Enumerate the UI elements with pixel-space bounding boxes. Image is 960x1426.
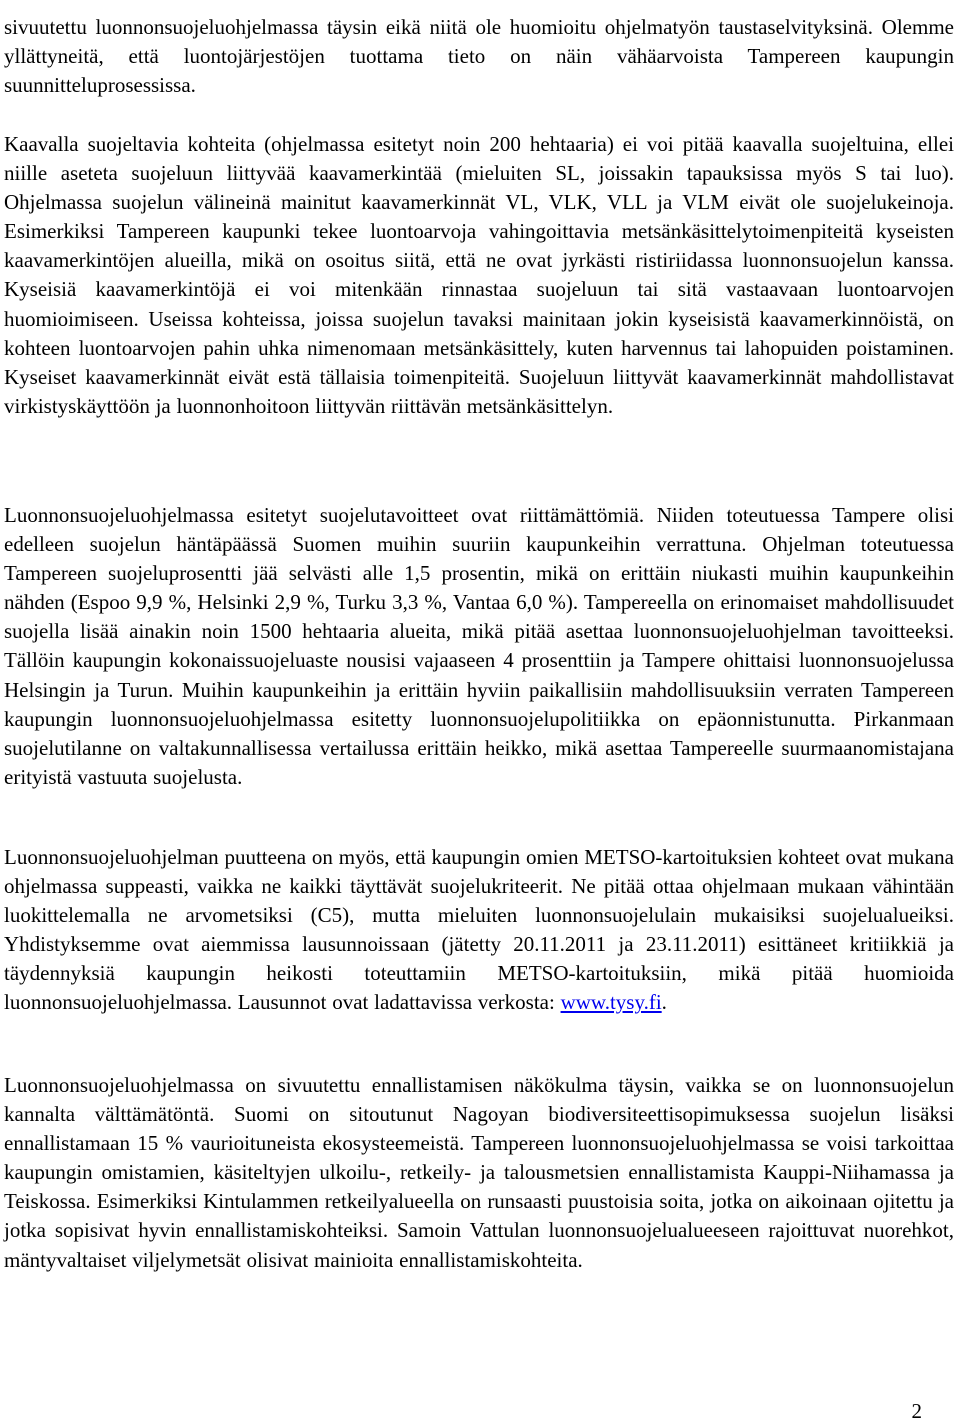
paragraph-protection-targets: Luonnonsuojeluohjelmassa esitetyt suojelutavoitteet ovat riittämättömiä. Niiden toteutuessa Tampere olisi edelleen suojelun häntäpäässä Suomen muihin suuriin kaupunkeihin verrattuna. Ohjelman toteutuessa Tampereen suojeluprosentti jää selvästi alle 1,5 prosentin, mikä on erittäin niukasti muihin kaupunkeihin nähden (Espoo 9,9 %, Helsinki 2,9 %, Turku 3,3 %, Vantaa 6,0 %). Tampereella on erinomaiset mahdollisuudet suojella lisää ainakin noin 1500 hehtaaria alueita, mikä pitää asettaa luonnonsuojeluohjelman tavoitteeksi. Tällöin kaupungin kokonaissuojeluaste nousisi vajaaseen 4 prosenttiin ja Tampere ohittaisi luonnonsuojelussa Helsingin ja Turun. Muihin kaupunkeihin ja erittäin hyviin paikallisiin mahdollisuuksiin verraten Tampereen kaupungin luonnonsuojeluohjelmassa esitetty luonnonsuojelupolitiikka on epäonnistunutta. Pirkanmaan suojelutilanne on valtakunnallisessa vertailussa erittäin heikko, mikä asettaa Tampereelle suurmaanomistajana erityistä vastuuta suojelusta. [4,503,954,789]
paragraph-metso-text: Luonnonsuojeluohjelman puutteena on myös, että kaupungin omien METSO-kartoituksien kohteet ovat mukana ohjelmassa suppeasti, vaikka ne kaikki täyttävät suojelukriteerit. Ne pitää ottaa ohjelmaan mukaan vähintään luokittelemalla ne arvometsiksi (C5), mutta mieluiten luonnonsuojelulain mukaisiksi suojelualueiksi. Yhdistyksemme ovat aiemmissa lausunnoissaan (jätetty 20.11.2011 ja 23.11.2011) esittäneet kritiikkiä ja täydennyksiä kaupungin heikosti toteuttamiin METSO-kartoituksiin, mikä pitää huomioida luonnonsuojeluohjelmassa. Lausunnot ovat ladattavissa verkosta: [4,845,954,1015]
tysy-website-link[interactable]: www.tysy.fi [560,990,662,1015]
paragraph-intro-continuation: sivuutettu luonnonsuojeluohjelmassa täysin eikä niitä ole huomioitu ohjelmatyön taustaselvityksinä. Olemme yllättyneitä, että luontojärjestöjen tuottama tieto on näin vähäarvoista Tampereen kaupungin suunnitteluprosessissa. [4,15,954,98]
link-trailing-period: . [661,990,667,1015]
paragraph-restoration: Luonnonsuojeluohjelmassa on sivuutettu ennallistamisen näkökulma täysin, vaikka se on luonnonsuojelun kannalta välttämätöntä. Suomi on sitoutunut Nagoyan biodiversiteettisopimuksessa suojelun lisäksi ennallistamaan 15 % vaurioituneista ekosysteemeistä. Tampereen luonnonsuojeluohjelmassa se voisi tarkoittaa kaupungin omistamien, käsiteltyjen ulkoilu-, retkeily- ja talousmetsien ennallistamista Kauppi-Niihamassa ja Teiskossa. Esimerkiksi Kintulammen retkeilyalueella on runsaasti puustoisia soita, jotka on aikoinaan ojitettu ja jotka sopisivat hyvin ennallistamiskohteiksi. Samoin Vattulan luonnonsuojelualueeseen rajoittuvat nuorehkot, mäntyvaltaiset viljelymetsät olisivat mainioita ennallistamiskohteita. [4,1073,954,1272]
paragraph-metso-surveys [4,843,954,1018]
page-number: 2 [911,1399,922,1423]
paragraph-zoning-markings: Kaavalla suojeltavia kohteita (ohjelmassa esitetyt noin 200 hehtaaria) ei voi pitää kaavalla suojeltuina, ellei niille aseteta suojeluun liittyvää kaavamerkintää (mieluiten SL, joissakin tapauksissa myös S tai luo). Ohjelmassa suojelun välineinä mainitut kaavamerkinnät VL, VLK, VLL ja VLM eivät ole suojelukeinoja. Esimerkiksi Tampereen kaupunki tekee luontoarvoja vahingoittavia metsänkäsittelytoimenpiteitä kyseisten kaavamerkintöjen alueilla, mikä on osoitus siitä, että ne ovat jyrkästi ristiriidassa luonnonsuojelun kanssa. Kyseisiä kaavamerkintöjä ei voi mitenkään rinnastaa suojeluun tai sitä vastaavaan luontoarvojen huomioimiseen. Useissa kohteissa, joissa suojelun tavaksi mainitaan jokin kyseisistä kaavamerkinnöistä, on kohteen luontoarvojen pahin uhka nimenomaan metsänkäsittely, kuten harvennus tai lahopuiden poistaminen. Kyseiset kaavamerkinnät eivät estä tällaisia toimenpiteitä. Suojeluun liittyvät kaavamerkinnät mahdollistavat virkistyskäyttöön ja luonnonhoitoon liittyvän riittävän metsänkäsittelyn. [4,132,954,418]
